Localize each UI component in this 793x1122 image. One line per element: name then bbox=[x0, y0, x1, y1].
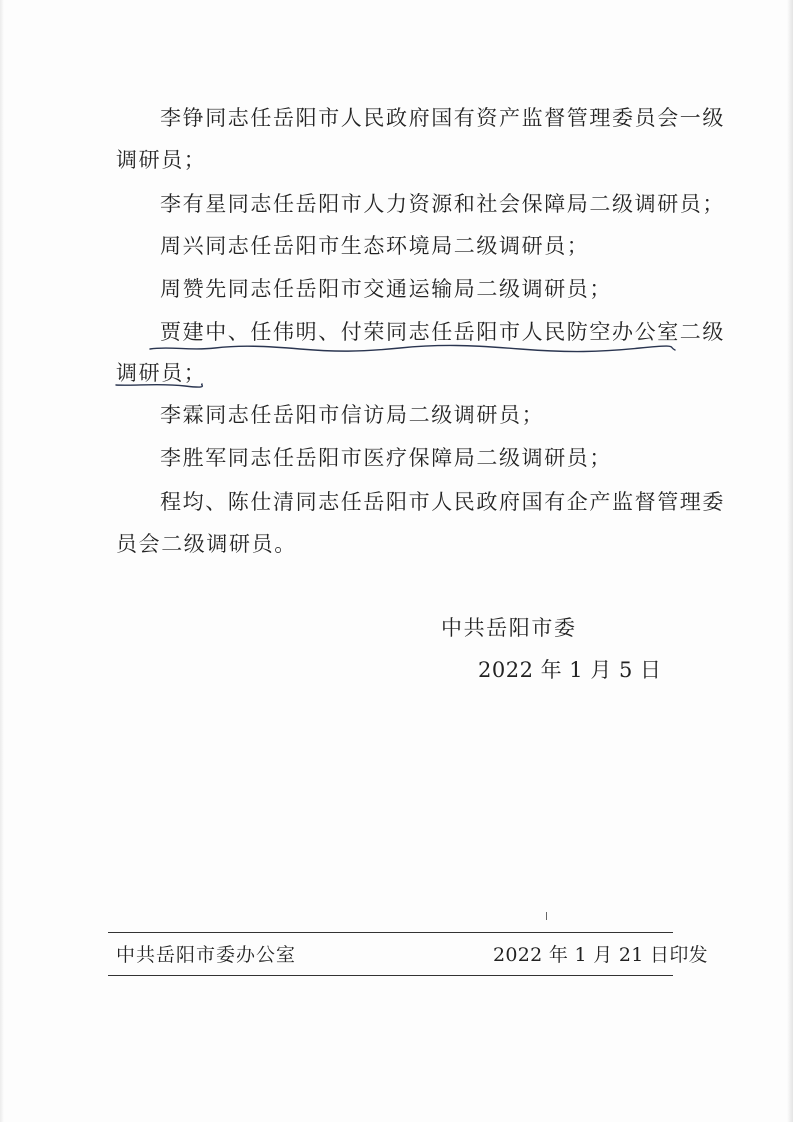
footer-top-rule bbox=[108, 932, 673, 933]
paragraph-1-line-1: 李铮同志任岳阳市人民政府国有资产监督管理委员会一级 bbox=[160, 106, 725, 130]
footer-bottom-rule bbox=[108, 975, 673, 976]
paragraph-8-line-2: 员会二级调研员。 bbox=[116, 532, 297, 556]
paragraph-5-line-2: 调研员； bbox=[116, 361, 207, 385]
signature-issuer: 中共岳阳市委 bbox=[441, 616, 577, 640]
paragraph-1-line-2: 调研员； bbox=[116, 148, 207, 172]
footer-print-date: 2022 年 1 月 21 日印发 bbox=[493, 944, 708, 966]
paragraph-2-line-1: 李有星同志任岳阳市人力资源和社会保障局二级调研员； bbox=[160, 192, 725, 216]
scan-edge-left bbox=[0, 0, 4, 1122]
paragraph-7-line-1: 李胜军同志任岳阳市医疗保障局二级调研员； bbox=[160, 446, 612, 470]
paragraph-6-line-1: 李霖同志任岳阳市信访局二级调研员； bbox=[160, 403, 545, 427]
scan-speck bbox=[546, 912, 547, 920]
paragraph-3-line-1: 周兴同志任岳阳市生态环境局二级调研员； bbox=[160, 234, 590, 258]
paragraph-8-line-1: 程均、陈仕清同志任岳阳市人民政府国有企产监督管理委 bbox=[160, 490, 725, 514]
paragraph-4-line-1: 周赞先同志任岳阳市交通运输局二级调研员； bbox=[160, 277, 612, 301]
footer-office: 中共岳阳市委办公室 bbox=[116, 944, 297, 966]
paragraph-5-line-1: 贾建中、任伟明、付荣同志任岳阳市人民防空办公室二级 bbox=[160, 320, 725, 344]
scan-edge-right bbox=[787, 0, 793, 1122]
signature-date: 2022 年 1 月 5 日 bbox=[478, 658, 662, 682]
